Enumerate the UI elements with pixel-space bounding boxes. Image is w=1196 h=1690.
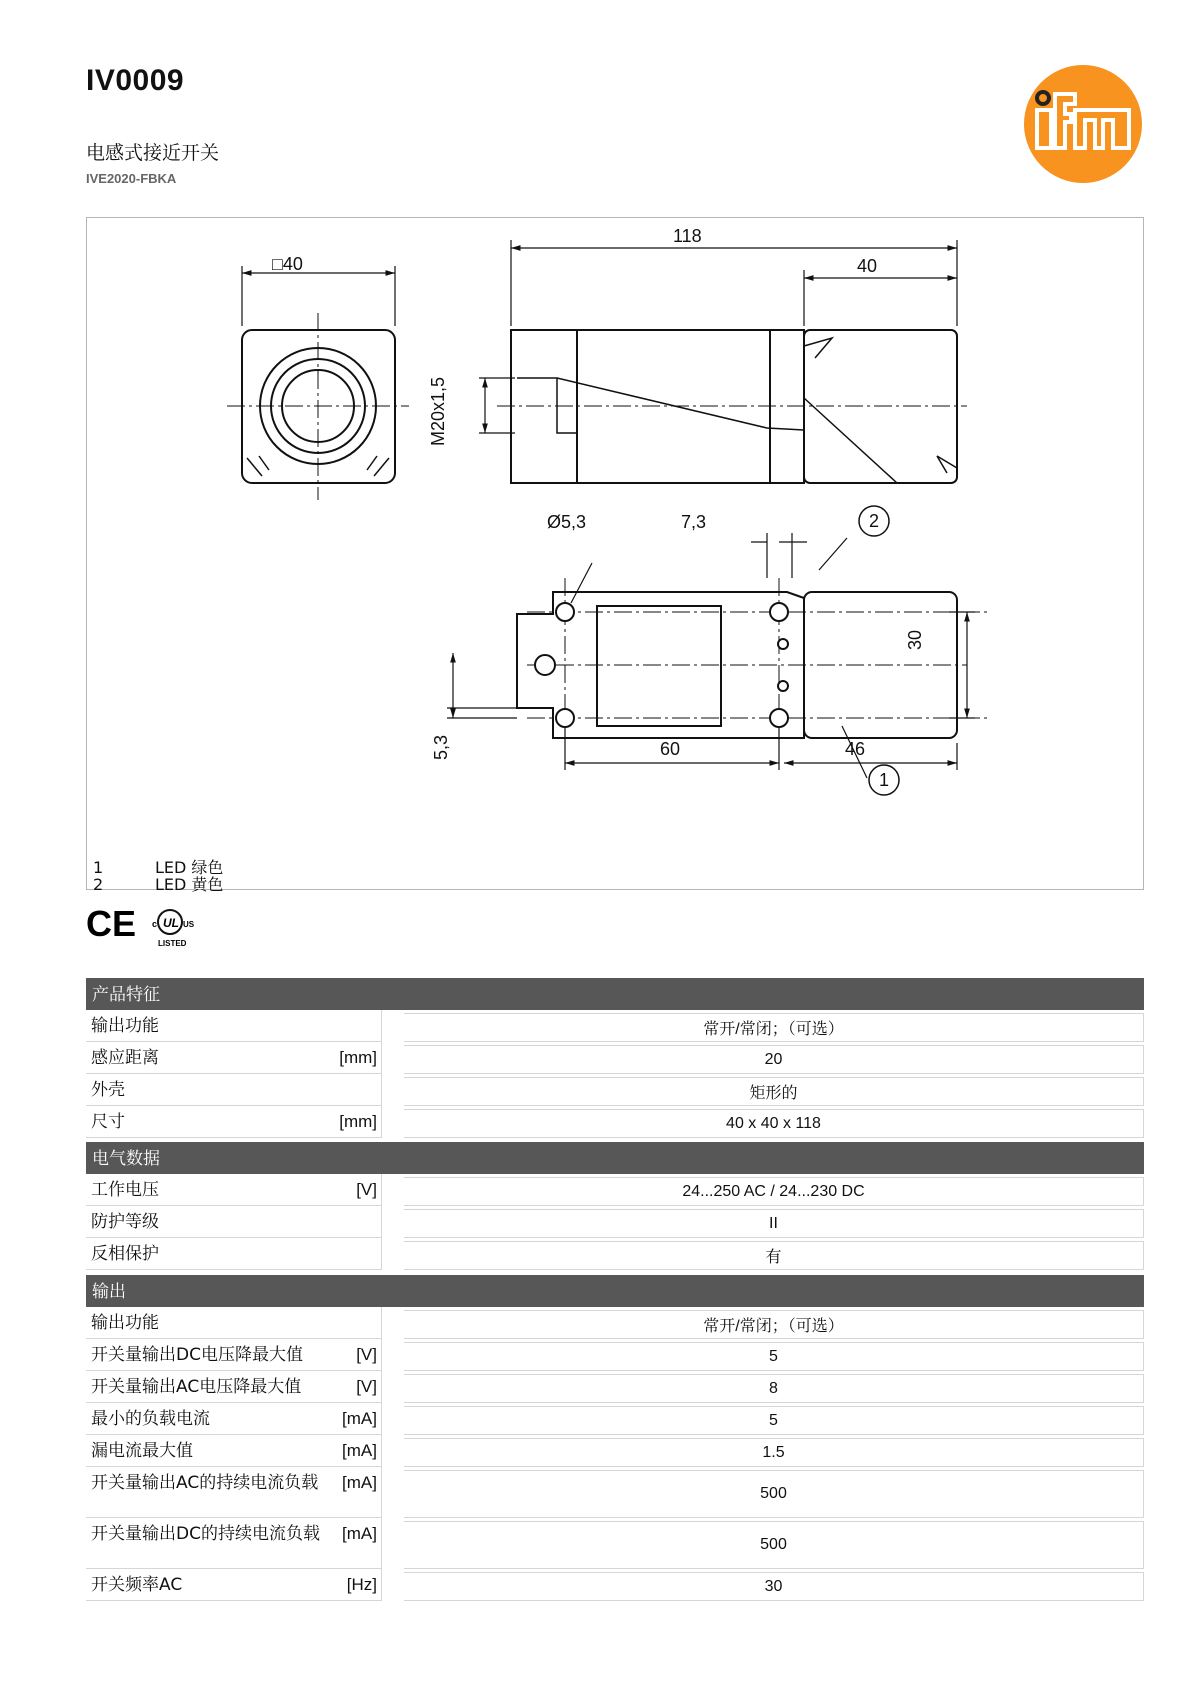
row-label: 最小的负载电流 [mA] [86, 1403, 382, 1435]
dimension-drawing: □40 118 40 M20x1,5 Ø5,3 7,3 30 5,3 60 46 2 1 1 LED 绿色 2 LED 黄色 [86, 217, 1144, 890]
row-label: 漏电流最大值 [mA] [86, 1435, 382, 1467]
dim-thread: M20x1,5 [428, 376, 448, 446]
table-row [86, 1042, 1144, 1074]
ifm-logo [1023, 64, 1143, 184]
table-row [86, 1074, 1144, 1106]
dim-height: 30 [905, 629, 925, 650]
row-label: 反相保护 [86, 1238, 382, 1270]
row-label: 开关量输出DC的持续电流负载 [mA] [86, 1518, 382, 1569]
svg-text:US: US [183, 920, 195, 929]
row-value: 24...250 AC / 24...230 DC [404, 1177, 1144, 1206]
table-row [86, 1238, 1144, 1270]
row-label: 工作电压 [V] [86, 1174, 382, 1206]
row-value: 500 [404, 1521, 1144, 1569]
section-title: 产品特征 [86, 978, 1144, 1010]
table-row [86, 1569, 1144, 1601]
product-title: IV0009 [86, 64, 185, 97]
table-row [86, 1403, 1144, 1435]
section-product-features [86, 978, 1144, 1138]
certification-marks [86, 900, 216, 950]
table-row [86, 1106, 1144, 1138]
ce-mark: CE [86, 903, 137, 944]
row-value: 1.5 [404, 1438, 1144, 1467]
dim-head-width: 46 [845, 739, 866, 759]
row-label: 感应距离 [mm] [86, 1042, 382, 1074]
callout-1: 1 [879, 770, 890, 790]
table-row [86, 1518, 1144, 1569]
product-model: IVE2020-FBKA [86, 171, 177, 186]
dim-spacing: 60 [660, 739, 681, 759]
section-title: 输出 [86, 1275, 1144, 1307]
section-title: 电气数据 [86, 1142, 1144, 1174]
ul-listed-mark [152, 910, 195, 948]
table-row [86, 1435, 1144, 1467]
dim-head-length: 40 [857, 256, 878, 276]
row-value: 5 [404, 1406, 1144, 1435]
row-label: 开关频率AC [Hz] [86, 1569, 382, 1601]
row-label: 开关量输出AC的持续电流负载 [mA] [86, 1467, 382, 1518]
table-row [86, 1174, 1144, 1206]
row-value: 有 [404, 1241, 1144, 1270]
row-label: 尺寸 [mm] [86, 1106, 382, 1138]
dim-square: □40 [272, 254, 303, 274]
row-label: 开关量输出DC电压降最大值 [V] [86, 1339, 382, 1371]
section-electrical-data [86, 1142, 1144, 1270]
svg-text:LISTED: LISTED [158, 939, 187, 948]
dim-hole-diameter: Ø5,3 [547, 512, 587, 532]
row-value: 矩形的 [404, 1077, 1144, 1106]
product-subtitle: 电感式接近开关 [86, 142, 220, 164]
row-value: 40 x 40 x 118 [404, 1109, 1144, 1138]
svg-text:c: c [152, 919, 158, 929]
callout-2: 2 [869, 511, 880, 531]
row-label: 开关量输出AC电压降最大值 [V] [86, 1371, 382, 1403]
table-row [86, 1371, 1144, 1403]
table-row [86, 1467, 1144, 1518]
row-label: 输出功能 [86, 1307, 382, 1339]
table-row [86, 1010, 1144, 1042]
technical-drawing [87, 218, 1145, 891]
row-value: 500 [404, 1470, 1144, 1518]
row-value: II [404, 1209, 1144, 1238]
dim-hole-offset: 7,3 [681, 512, 707, 532]
dim-edge: 5,3 [431, 734, 451, 760]
dim-length: 118 [673, 226, 702, 246]
table-row [86, 1339, 1144, 1371]
row-value: 常开/常闭；（可选） [404, 1013, 1144, 1042]
row-value: 30 [404, 1572, 1144, 1601]
row-value: 5 [404, 1342, 1144, 1371]
row-value: 20 [404, 1045, 1144, 1074]
table-row [86, 1206, 1144, 1238]
row-label: 防护等级 [86, 1206, 382, 1238]
table-row [86, 1307, 1144, 1339]
row-value: 8 [404, 1374, 1144, 1403]
svg-text:UL: UL [163, 916, 179, 930]
section-output [86, 1275, 1144, 1601]
row-value: 常开/常闭；（可选） [404, 1310, 1144, 1339]
row-label: 输出功能 [86, 1010, 382, 1042]
row-label: 外壳 [86, 1074, 382, 1106]
